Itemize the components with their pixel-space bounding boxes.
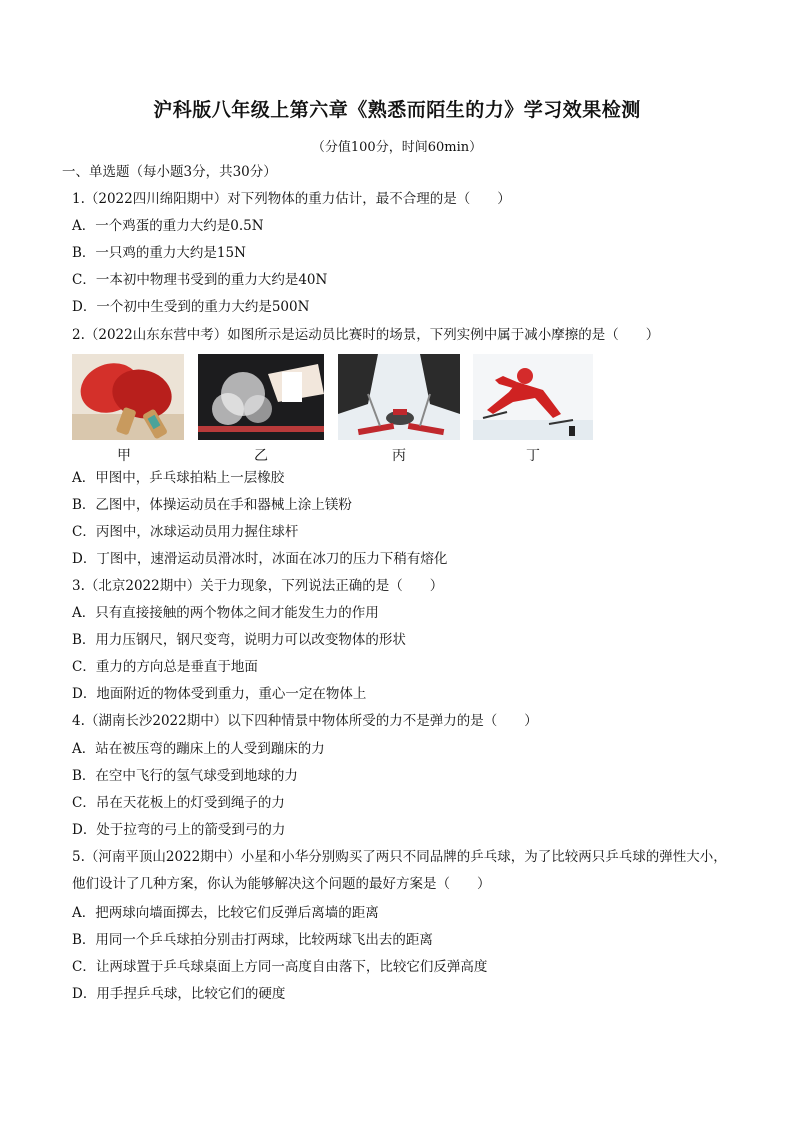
question-4-option-a: A．站在被压弯的蹦床上的人受到蹦床的力 bbox=[72, 741, 325, 757]
image-gymnast-chalk bbox=[198, 354, 324, 440]
question-2-option-a: A．甲图中，乒乓球拍粘上一层橡胶 bbox=[72, 470, 285, 486]
question-2-option-c: C．丙图中，冰球运动员用力握住球杆 bbox=[72, 524, 299, 540]
question-3-option-a: A．只有直接接触的两个物体之间才能发生力的作用 bbox=[72, 605, 379, 621]
question-1-option-b: B．一只鸡的重力大约是15N bbox=[72, 245, 246, 261]
question-4-option-c: C．吊在天花板上的灯受到绳子的力 bbox=[72, 795, 285, 811]
question-4-option-b: B．在空中飞行的氢气球受到地球的力 bbox=[72, 768, 298, 784]
question-1-option-c: C．一本初中物理书受到的重力大约是40N bbox=[72, 272, 328, 288]
image-label-jia: 甲 bbox=[117, 448, 131, 464]
score-time-note: （分值100分，时间60min） bbox=[311, 140, 483, 155]
question-3-option-d: D．地面附近的物体受到重力，重心一定在物体上 bbox=[72, 686, 367, 702]
question-1-stem: 1.（2022四川绵阳期中）对下列物体的重力估计，最不合理的是（ ） bbox=[72, 191, 511, 207]
question-1-option-d: D．一个初中生受到的重力大约是500N bbox=[72, 299, 310, 315]
document-title: 沪科版八年级上第六章《熟悉而陌生的力》学习效果检测 bbox=[153, 99, 641, 121]
image-ping-pong-paddles bbox=[72, 354, 184, 440]
image-label-yi: 乙 bbox=[254, 448, 268, 464]
question-2-stem: 2.（2022山东东营中考）如图所示是运动员比赛时的场景，下列实例中属于减小摩擦的是（ ） bbox=[72, 327, 660, 343]
image-curling bbox=[338, 354, 460, 440]
image-label-bing: 丙 bbox=[392, 448, 406, 464]
question-2-option-b: B．乙图中，体操运动员在手和器械上涂上镁粉 bbox=[72, 497, 352, 513]
question-5-option-a: A．把两球向墙面掷去，比较它们反弹后离墙的距离 bbox=[72, 905, 379, 921]
question-4-stem: 4.（湖南长沙2022期中）以下四种情景中物体所受的力不是弹力的是（ ） bbox=[72, 713, 538, 729]
image-label-ding: 丁 bbox=[526, 448, 540, 464]
question-3-option-b: B．用力压钢尺，钢尺变弯，说明力可以改变物体的形状 bbox=[72, 632, 406, 648]
image-speed-skater bbox=[473, 354, 593, 440]
question-4-option-d: D．处于拉弯的弓上的箭受到弓的力 bbox=[72, 822, 286, 838]
question-5-option-d: D．用手捏乒乓球，比较它们的硬度 bbox=[72, 986, 286, 1002]
question-2-option-d: D．丁图中，速滑运动员滑冰时，冰面在冰刀的压力下稍有熔化 bbox=[72, 551, 448, 567]
section-heading: 一、单选题（每小题3分，共30分） bbox=[62, 164, 277, 180]
question-5-option-c: C．让两球置于乒乓球桌面上方同一高度自由落下，比较它们反弹高度 bbox=[72, 959, 488, 975]
question-3-stem: 3.（北京2022期中）关于力现象，下列说法正确的是（ ） bbox=[72, 578, 444, 594]
question-3-option-c: C．重力的方向总是垂直于地面 bbox=[72, 659, 258, 675]
question-5-option-b: B．用同一个乒乓球拍分别击打两球，比较两球飞出去的距离 bbox=[72, 932, 433, 948]
question-1-option-a: A．一个鸡蛋的重力大约是0.5N bbox=[72, 218, 264, 234]
question-5-stem: 5.（河南平顶山2022期中）小星和小华分别购买了两只不同品牌的乒乓球，为了比较两只乒乓球的弹性大小，他们设计了几种方案，你认为能够解决这个问题的最好方案是（ ） bbox=[72, 849, 727, 892]
